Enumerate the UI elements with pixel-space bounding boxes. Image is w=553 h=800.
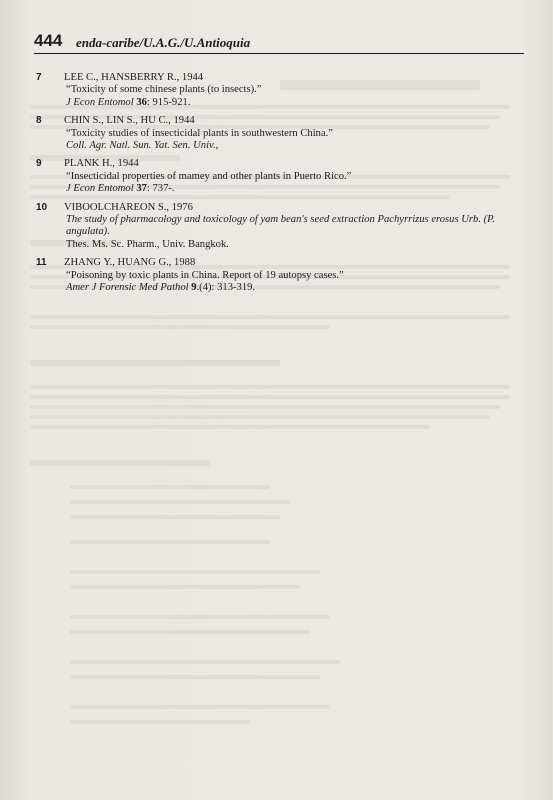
reference-number: 10 [36, 201, 48, 213]
reference-volume: 37 [136, 183, 147, 195]
reference-item [36, 202, 506, 252]
reference-list [36, 72, 506, 301]
reference-number: 9 [36, 158, 42, 170]
reference-item [36, 158, 506, 195]
reference-volume: 9 [191, 282, 197, 294]
reference-title-line1: The study of pharmacology and toxicology of yam bean's seed extraction Pachyrrizus erosus Urb. (P. [66, 214, 495, 226]
reference-source: Thes. Ms. Sc. Pharm., Univ. Bangkok. [66, 238, 229, 250]
reference-authors: ZHANG Y., HUANG G., 1988 [64, 257, 196, 269]
reference-item [36, 72, 506, 109]
reference-item [36, 115, 506, 152]
reference-authors: LEE C., HANSBERRY R., 1944 [64, 72, 204, 83]
reference-title: “Poisoning by toxic plants in China. Report of 19 autopsy cases.” [66, 269, 344, 281]
reference-authors: CHIN S., LIN S., HU C., 1944 [64, 115, 195, 127]
reference-title: “Toxicity of some chinese plants (to insects).” [66, 84, 262, 96]
page-header [34, 29, 524, 54]
reference-authors: VIBOOLCHAREON S., 1976 [64, 201, 193, 213]
reference-pages: : 737-. [146, 183, 175, 195]
reference-title: “Insecticidal properties of mamey and other plants in Puerto Rico.” [66, 170, 352, 182]
reference-volume: 36 [136, 96, 147, 108]
reference-number: 7 [36, 72, 42, 83]
reference-number: 11 [36, 257, 47, 269]
running-title: enda-caribe/U.A.G./U.Antioquia [76, 35, 251, 50]
reference-pages: .(4): 313-319. [196, 282, 256, 294]
reference-source: Coll. Agr. Natl. Sun. Yat. Sen. Univ., [66, 140, 219, 152]
reference-source: J Econ Entomol [66, 183, 134, 195]
reference-item [36, 257, 506, 294]
page-number: 444 [34, 31, 63, 50]
reference-source: J Econ Entomol [66, 96, 134, 108]
reference-pages: : 915-921. [146, 96, 191, 108]
reference-authors: PLANK H., 1944 [64, 158, 139, 170]
reference-source: Amer J Forensic Med Pathol [66, 282, 189, 294]
reference-title-line2: angulata). [66, 226, 110, 238]
reference-title: “Toxicity studies of insecticidal plants in southwestern China.” [66, 127, 333, 139]
reference-number: 8 [36, 115, 42, 127]
